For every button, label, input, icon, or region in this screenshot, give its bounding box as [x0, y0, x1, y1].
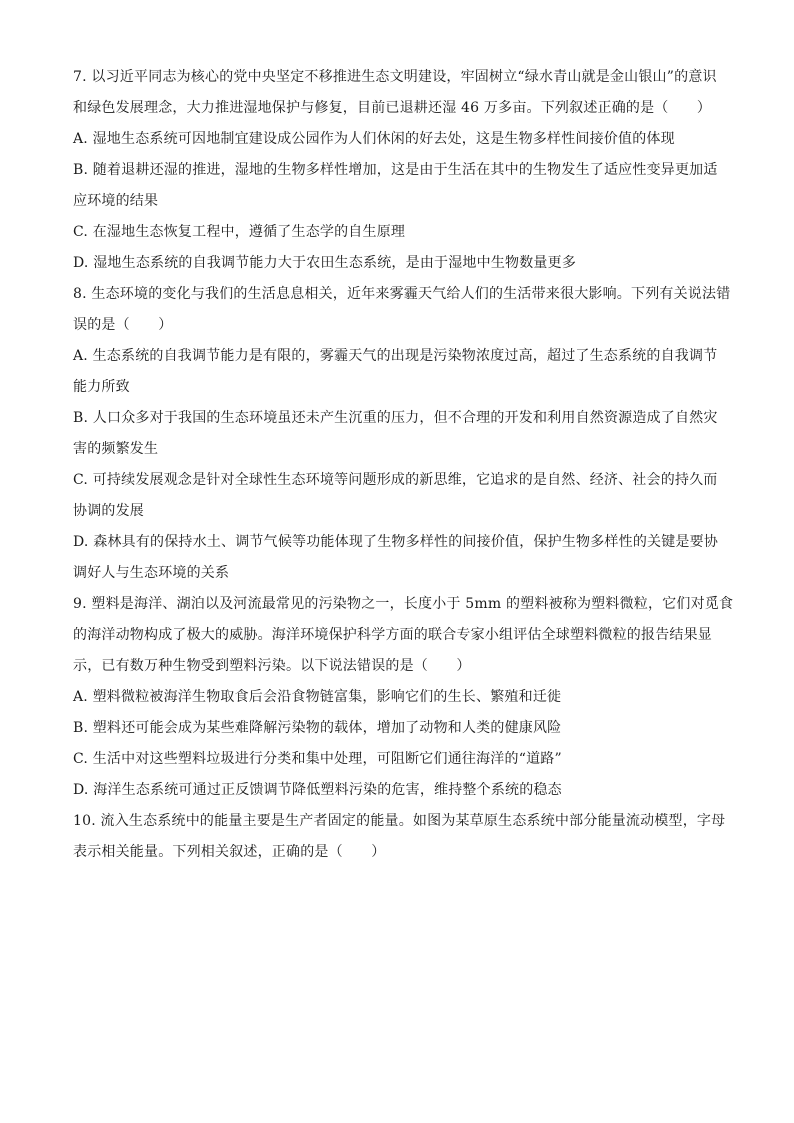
option-d: D. 湿地生态系统的自我调节能力大于农田生态系统，是由于湿地中生物数量更多 — [73, 255, 577, 271]
question-stem-line: 和绿色发展理念，大力推进湿地保护与修复，目前已退耕还湿 46 万多亩。下列叙述正确的是（ ） — [73, 100, 712, 116]
option-a: A. 生态系统的自我调节能力是有限的，雾霾天气的出现是污染物浓度过高，超过了生态系统的自我调节 — [73, 348, 718, 364]
question-stem-line: 8. 生态环境的变化与我们的生活息息相关，近年来雾霾天气给人们的生活带来很大影响。下列有关说法错 — [73, 286, 731, 302]
question-stem-line: 误的是（ ） — [73, 317, 173, 333]
option-c: C. 可持续发展观念是针对全球性生态环境等问题形成的新思维，它追求的是自然、经济、社会的持久而 — [73, 472, 718, 488]
option-a: A. 湿地生态系统可因地制宜建设成公园作为人们休闲的好去处，这是生物多样性间接价值的体现 — [73, 131, 675, 147]
question-stem-line: 表示相关能量。下列相关叙述，正确的是（ ） — [73, 844, 386, 860]
option-a-continued: 能力所致 — [73, 379, 130, 395]
option-d-continued: 调好人与生态环境的关系 — [73, 565, 230, 581]
option-c: C. 在湿地生态恢复工程中，遵循了生态学的自生原理 — [73, 224, 406, 240]
question-stem-line: 10. 流入生态系统中的能量主要是生产者固定的能量。如图为某草原生态系统中部分能量流动模型，字母 — [73, 813, 726, 829]
option-a: A. 塑料微粒被海洋生物取食后会沿食物链富集，影响它们的生长、繁殖和迁徙 — [73, 689, 562, 705]
question-stem-line: 示，已有数万种生物受到塑料污染。以下说法错误的是（ ） — [73, 658, 471, 674]
option-c: C. 生活中对这些塑料垃圾进行分类和集中处理，可阻断它们通往海洋的“道路” — [73, 751, 562, 767]
option-b: B. 随着退耕还湿的推进，湿地的生物多样性增加，这是由于生活在其中的生物发生了适应性变异更加适 — [73, 162, 718, 178]
question-stem-line: 7. 以习近平同志为核心的党中央坚定不移推进生态文明建设，牢固树立“绿水青山就是金山银山”的意识 — [73, 69, 717, 85]
question-stem-line: 的海洋动物构成了极大的威胁。海洋环境保护科学方面的联合专家小组评估全球塑料微粒的报告结果显 — [73, 627, 712, 643]
option-d: D. 海洋生态系统可通过正反馈调节降低塑料污染的危害，维持整个系统的稳态 — [73, 782, 562, 798]
question-stem-line: 9. 塑料是海洋、湖泊以及河流最常见的污染物之一，长度小于 5mm 的塑料被称为塑料微粒，它们对觅食 — [73, 596, 734, 612]
option-b-continued: 害的频繁发生 — [73, 441, 159, 457]
question-10 — [73, 806, 733, 868]
question-list — [73, 62, 733, 868]
option-d: D. 森林具有的保持水土、调节气候等功能体现了生物多样性的间接价值，保护生物多样性的关键是要协 — [73, 534, 719, 550]
question-7 — [73, 62, 733, 279]
question-9 — [73, 589, 733, 806]
option-b: B. 人口众多对于我国的生态环境虽还未产生沉重的压力，但不合理的开发和利用自然资源造成了自然灾 — [73, 410, 718, 426]
option-b: B. 塑料还可能会成为某些难降解污染物的载体，增加了动物和人类的健康风险 — [73, 720, 562, 736]
question-8 — [73, 279, 733, 589]
option-b-continued: 应环境的结果 — [73, 193, 159, 209]
option-c-continued: 协调的发展 — [73, 503, 144, 519]
